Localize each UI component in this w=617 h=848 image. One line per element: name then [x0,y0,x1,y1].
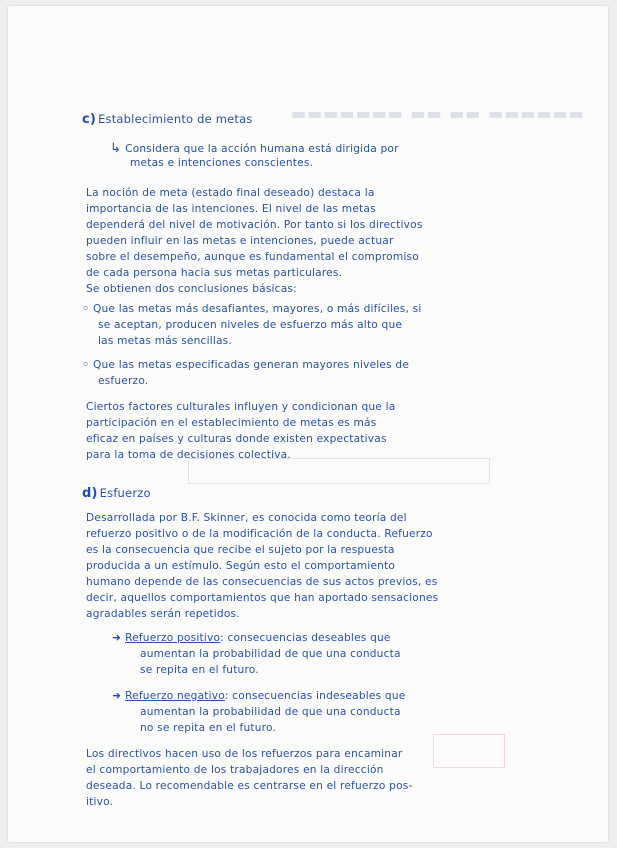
d-paragraph2-line-3: deseada. Lo recomendable es centrarse en el refuerzo pos- [86,780,413,792]
d-paragraph1-line-6: decir, aquellos comportamientos que han aportado sensaciones [86,592,439,604]
hook-arrow-icon: ↳ [110,141,122,156]
d-paragraph1-line-1: Desarrollada por B.F. Skinner, es conocida como teoría del [86,512,407,524]
c-bullet1-line-1: ◦ Que las metas más desafiantes, mayores, o más difíciles, si [82,303,422,315]
negative-reinforcement-line-2: aumentan la probabilidad de que una conducta [140,706,401,718]
intro-line-2: metas e intenciones conscientes. [130,157,314,169]
c-paragraph1-line-2: importancia de las intenciones. El nivel de las metas [86,203,376,215]
section-d-title: Esfuerzo [99,486,151,500]
intro-line-1: ↳ Considera que la acción humana está dirigida por [110,141,399,156]
right-arrow-icon: ➜ [112,690,122,702]
d-paragraph2-line-2: el comportamiento de los trabajadores en la dirección [86,764,384,776]
negative-reinforcement-line-3: no se repita en el futuro. [140,722,277,734]
document-page [8,6,608,842]
c-paragraph2-line-2: participación en el establecimiento de metas es más [86,417,377,429]
negative-reinforcement-line-1: ➜ Refuerzo negativo: consecuencias indeseables que [112,690,406,702]
c-paragraph2-line-4: para la toma de decisiones colectiva. [86,449,291,461]
c-bullet2-line-1: ◦ Que las metas especificadas generan mayores niveles de [82,359,410,371]
positive-reinforcement-line-2: aumentan la probabilidad de que una conducta [140,648,401,660]
negative-term: Refuerzo negativo [125,690,225,702]
d-paragraph1-line-5: humano depende de las consecuencias de sus actos previos, es [86,576,438,588]
section-d-letter: d) [82,486,98,501]
c-bullet1-line-2: se aceptan, producen niveles de esfuerzo más alto que [98,319,403,331]
section-d-heading [82,486,151,501]
right-arrow-icon: ➜ [112,632,122,644]
bullet-icon: ◦ [82,303,89,315]
c-paragraph2-line-3: eficaz en países y culturas donde existen expectativas [86,433,387,445]
d-paragraph1-line-2: refuerzo positivo o de la modificación de la conducta. Refuerzo [86,528,433,540]
d-paragraph1-line-7: agradables serán repetidos. [86,608,240,620]
c-bullet1-line-3: las metas más sencillas. [98,335,232,347]
c-bullet2-line-2: esfuerzo. [98,375,149,387]
section-c-heading [82,112,253,127]
c-paragraph2-line-1: Ciertos factores culturales influyen y condicionan que la [86,401,396,413]
bleed-through-title: ▬▬▬▬▬▬ ▬▬ ▬▬ ▬▬▬▬▬▬▬ [290,104,584,123]
d-paragraph2-line-4: itivo. [86,796,114,808]
d-paragraph1-line-3: es la consecuencia que recibe el sujeto por la respuesta [86,544,395,556]
bullet-icon: ◦ [82,359,89,371]
positive-reinforcement-line-1: ➜ Refuerzo positivo: consecuencias deseables que [112,632,391,644]
d-paragraph2-line-1: Los directivos hacen uso de los refuerzos para encaminar [86,748,403,760]
c-paragraph1-line-6: de cada persona hacia sus metas particulares. [86,267,343,279]
section-c-title: Establecimiento de metas [98,112,253,126]
positive-reinforcement-line-3: se repita en el futuro. [140,664,259,676]
positive-term: Refuerzo positivo [125,632,221,644]
d-paragraph1-line-4: producida a un estímulo. Según esto el comportamiento [86,560,396,572]
bleed-through-box [188,458,490,484]
section-c-letter: c) [82,112,97,127]
c-paragraph1-line-7: Se obtienen dos conclusiones básicas: [86,283,297,295]
bleed-through-red-box [433,734,505,768]
c-paragraph1-line-1: La noción de meta (estado final deseado) destaca la [86,187,375,199]
c-paragraph1-line-3: dependerá del nivel de motivación. Por tanto si los directivos [86,219,423,231]
c-paragraph1-line-5: sobre el desempeño, aunque es fundamental el compromiso [86,251,419,263]
c-paragraph1-line-4: pueden influir en las metas e intenciones, puede actuar [86,235,394,247]
